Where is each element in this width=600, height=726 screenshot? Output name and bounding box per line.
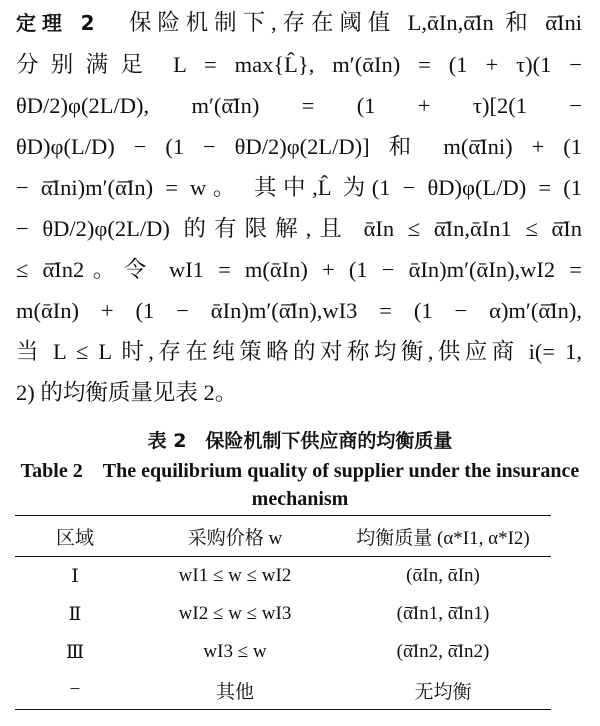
theorem-line-4: θD)φ(L/D) − (1 − θD/2)φ(2L/D)] 和 m(ᾱ̄Ini) + (1 [16, 134, 582, 159]
theorem-label: 定理 2 [16, 11, 95, 35]
cell-price: wI3 ≤ w [203, 641, 267, 662]
theorem-line-10: 2) 的均衡质量见表 2。 [16, 380, 238, 405]
theorem-line-7: ≤ ᾱ̄In2。令 wI1 = m(ᾱIn) + (1 − ᾱIn)m′(ᾱIn),wI2 = [16, 257, 582, 282]
theorem-line-6: − θD/2)φ(2L/D) 的有限解,且 ᾱIn ≤ ᾱ̄In,ᾱIn1 ≤ ᾱ̄In [16, 216, 582, 241]
table-caption-en: Table 2 The equilibrium quality of supplier under the insurance mechanism [20, 460, 580, 510]
cell-region: Ⅰ [71, 565, 79, 587]
cell-quality: (ᾱ̄In1, ᾱ̄In1) [396, 603, 490, 624]
table-row [15, 557, 551, 596]
theorem-line-5: − ᾱ̄Ini)m′(ᾱ̄In) = w。 其中,L̂ 为(1 − θD)φ(L/D) = (1 [16, 175, 582, 200]
header-price: 采购价格 w [187, 527, 283, 549]
cell-region: − [69, 679, 81, 700]
table-row [15, 595, 551, 633]
header-region: 区域 [55, 527, 94, 549]
table-row [15, 671, 551, 710]
cell-quality: (ᾱ̄In2, ᾱ̄In2) [396, 641, 490, 662]
cell-quality: 无均衡 [414, 681, 472, 703]
header-quality: 均衡质量 (α*I1, α*I2) [356, 527, 530, 549]
theorem-line-2: 分别满足 L = max{L̂}, m′(ᾱIn) = (1 + τ)(1 − [16, 52, 582, 77]
theorem-line-3: θD/2)φ(2L/D), m′(ᾱ̄In) = (1 + τ)[2(1 − [16, 93, 582, 118]
cell-region: Ⅲ [65, 641, 85, 663]
cell-region: Ⅱ [68, 603, 82, 625]
theorem-line-1: 保险机制下,存在阈值 L,ᾱIn,ᾱ̄In 和 ᾱ̄Ini [128, 10, 582, 35]
theorem-line-8: m(ᾱIn) + (1 − ᾱIn)m′(ᾱ̄In),wI3 = (1 − α)m′(ᾱ̄In), [16, 298, 582, 323]
equilibrium-table [15, 515, 551, 710]
table-row [15, 633, 551, 671]
theorem-paragraph [16, 2, 582, 413]
table-header-row [15, 516, 551, 557]
cell-price: 其他 [215, 681, 254, 703]
cell-price: wI1 ≤ w ≤ wI2 [178, 565, 292, 586]
cell-price: wI2 ≤ w ≤ wI3 [178, 603, 292, 624]
table-caption-cn: 表 2 保险机制下供应商的均衡质量 [147, 430, 453, 452]
theorem-line-9: 当 L ≤ L 时,存在纯策略的对称均衡,供应商 i(= 1, [16, 339, 582, 364]
cell-quality: (ᾱIn, ᾱIn) [406, 565, 480, 586]
